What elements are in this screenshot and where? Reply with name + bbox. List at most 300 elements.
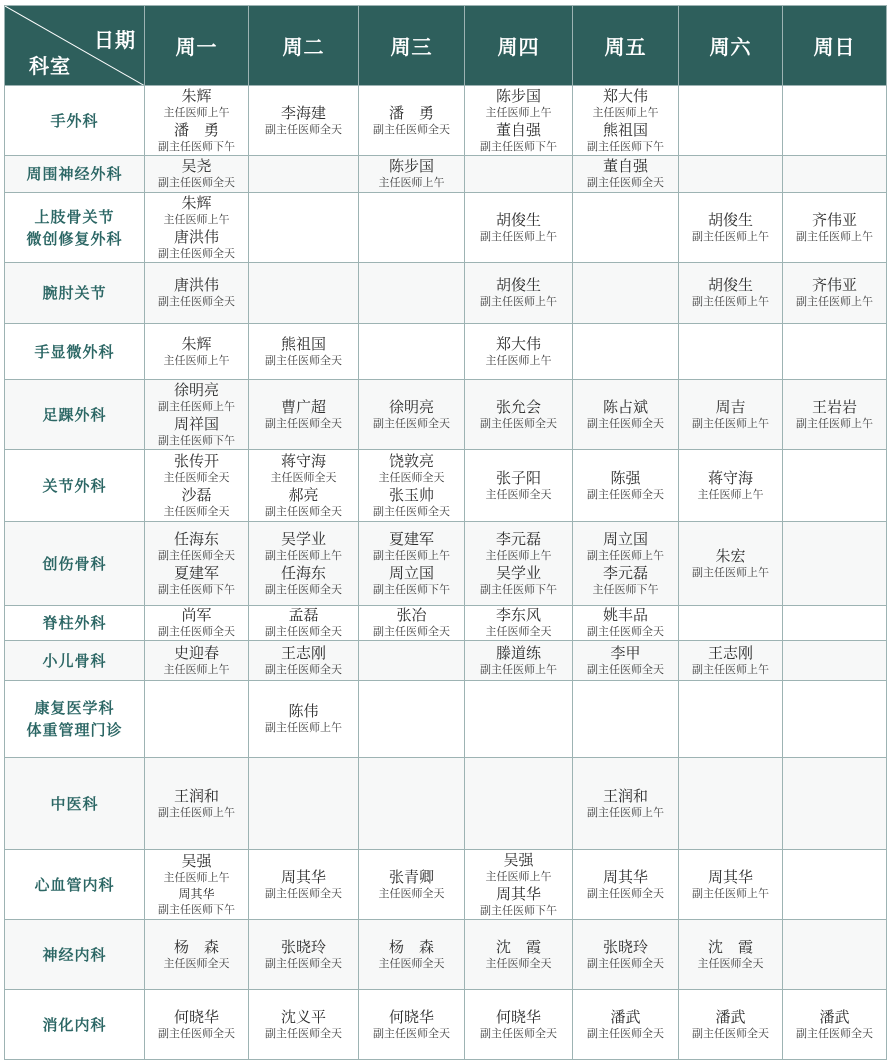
schedule-cell [145, 606, 249, 641]
doctor-entry [573, 87, 678, 121]
dept-name: 心血管内科 [34, 875, 115, 894]
doctor-title-session: 副主任医师上午 [480, 662, 557, 676]
doctor-entry [679, 938, 782, 972]
doctor-name: 郝亮 [288, 485, 319, 504]
doctor-name: 唐洪伟 [173, 227, 219, 246]
doctor-name: 任海东 [280, 563, 326, 582]
doctor-name: 张玉帅 [388, 485, 434, 504]
schedule-cell [465, 263, 573, 324]
doctor-name: 潘 勇 [388, 103, 434, 122]
schedule-cell [783, 920, 887, 990]
doctor-title-session: 副主任医师全天 [587, 1026, 664, 1040]
schedule-cell [249, 920, 359, 990]
schedule-cell [249, 156, 359, 193]
day-header-thu: 周四 [465, 6, 573, 86]
day-header-mon: 周一 [145, 6, 249, 86]
dept-name: 小儿骨科 [42, 651, 107, 670]
doctor-name: 唐洪伟 [173, 276, 219, 294]
doctor-title-session: 副主任医师全天 [158, 1026, 235, 1040]
doctor-title-session: 副主任医师全天 [158, 246, 235, 260]
doctor-entry [465, 644, 572, 678]
schedule-cell [359, 324, 465, 380]
doctor-title-session: 副主任医师全天 [265, 886, 342, 900]
table-row [5, 193, 887, 263]
doctor-name: 夏建军 [388, 529, 434, 548]
doctor-name: 郑大伟 [602, 86, 648, 105]
table-row [5, 920, 887, 990]
doctor-title-session: 主任医师全天 [163, 470, 230, 484]
doctor-title-session: 副主任医师下午 [480, 903, 557, 917]
schedule-cell [783, 758, 887, 850]
schedule-cell [359, 641, 465, 681]
doctor-name: 董自强 [495, 120, 541, 139]
doctor-entry [465, 1008, 572, 1042]
schedule-cell [359, 606, 465, 641]
doctor-entry [573, 644, 678, 678]
doctor-entry [249, 868, 358, 902]
doctor-entry [679, 469, 782, 503]
doctor-title-session: 主任医师全天 [163, 956, 230, 970]
day-header-sat: 周六 [679, 6, 783, 86]
dept-name: 康复医学科 [34, 699, 115, 717]
doctor-name: 曹广超 [280, 397, 326, 416]
schedule-cell [679, 522, 783, 606]
doctor-title-session: 副主任医师上午 [480, 295, 557, 308]
doctor-title-session: 主任医师全天 [697, 956, 764, 970]
schedule-cell [573, 850, 679, 920]
doctor-entry [359, 564, 464, 598]
dept-name: 上肢骨关节 [34, 207, 115, 226]
schedule-cell [465, 86, 573, 156]
schedule-cell [679, 606, 783, 641]
schedule-cell [783, 380, 887, 450]
schedule-cell [573, 681, 679, 758]
doctor-title-session: 副主任医师上午 [480, 229, 557, 243]
schedule-cell [359, 380, 465, 450]
table-row [5, 681, 887, 758]
schedule-cell [573, 990, 679, 1060]
dept-name: 腕肘关节 [42, 284, 107, 302]
dept-name: 微创修复外科 [26, 229, 123, 248]
doctor-name: 张子阳 [495, 468, 541, 487]
dept-name: 中医科 [50, 794, 99, 813]
doctor-entry [145, 276, 248, 310]
schedule-table [4, 5, 887, 1060]
doctor-title-session: 副主任医师上午 [587, 805, 664, 819]
schedule-cell [783, 263, 887, 324]
doctor-entry [679, 276, 782, 310]
schedule-cell [465, 920, 573, 990]
table-row [5, 641, 887, 681]
schedule-cell [359, 758, 465, 850]
doctor-name: 李甲 [610, 643, 641, 662]
doctor-entry [359, 868, 464, 902]
dept-cell [5, 263, 145, 324]
table-row [5, 850, 887, 920]
schedule-cell [249, 324, 359, 380]
doctor-name: 吴尧 [181, 157, 212, 175]
doctor-name: 朱宏 [715, 546, 746, 565]
schedule-cell [573, 263, 679, 324]
schedule-cell [249, 606, 359, 641]
doctor-entry [359, 452, 464, 486]
doctor-title-session: 副主任医师全天 [587, 487, 664, 501]
doctor-name: 胡俊生 [495, 210, 541, 229]
schedule-cell [783, 324, 887, 380]
doctor-entry [573, 469, 678, 503]
schedule-cell [573, 641, 679, 681]
doctor-name: 周吉 [715, 397, 746, 416]
doctor-entry [679, 211, 782, 245]
schedule-cell [145, 193, 249, 263]
doctor-entry [249, 486, 358, 520]
doctor-entry [783, 1008, 886, 1042]
schedule-cell [359, 850, 465, 920]
doctor-name: 朱辉 [181, 334, 212, 353]
dept-cell [5, 86, 145, 156]
schedule-cell [573, 324, 679, 380]
schedule-cell [465, 606, 573, 641]
schedule-cell [573, 156, 679, 193]
header-row [5, 6, 887, 86]
dept-cell [5, 156, 145, 193]
dept-cell [5, 324, 145, 380]
schedule-cell [249, 380, 359, 450]
doctor-entry [145, 228, 248, 262]
doctor-entry [249, 564, 358, 598]
doctor-entry [465, 469, 572, 503]
doctor-title-session: 副主任医师全天 [158, 625, 235, 638]
doctor-title-session: 副主任医师全天 [265, 416, 342, 430]
doctor-entry [145, 644, 248, 678]
schedule-cell [249, 86, 359, 156]
doctor-name: 何晓华 [388, 1007, 434, 1026]
doctor-name: 周其华 [495, 884, 541, 903]
dept-cell [5, 450, 145, 522]
doctor-entry [249, 452, 358, 486]
doctor-entry [573, 1008, 678, 1042]
doctor-entry [465, 530, 572, 564]
doctor-name: 吴强 [503, 850, 534, 869]
doctor-name: 吴学业 [495, 563, 541, 582]
schedule-cell [249, 681, 359, 758]
schedule-body [5, 86, 887, 1060]
doctor-entry [573, 564, 678, 598]
day-header-sun: 周日 [783, 6, 887, 86]
doctor-title-session: 主任医师上午 [163, 212, 230, 226]
dept-cell [5, 758, 145, 850]
schedule-cell [679, 990, 783, 1060]
doctor-title-session: 副主任医师上午 [692, 295, 769, 308]
doctor-name: 胡俊生 [495, 276, 541, 294]
dept-cell [5, 641, 145, 681]
doctor-name: 滕道练 [495, 643, 541, 662]
doctor-name: 王润和 [602, 786, 648, 805]
doctor-title-session: 副主任医师全天 [265, 956, 342, 970]
schedule-cell [145, 990, 249, 1060]
doctor-entry [145, 415, 248, 449]
doctor-entry [249, 530, 358, 564]
doctor-title-session: 副主任医师下午 [158, 139, 235, 153]
schedule-cell [573, 450, 679, 522]
dept-cell [5, 990, 145, 1060]
doctor-name: 朱辉 [181, 193, 212, 212]
doctor-title-session: 副主任医师上午 [373, 548, 450, 562]
doctor-name: 张传开 [173, 451, 219, 470]
dept-cell [5, 522, 145, 606]
doctor-entry [465, 121, 572, 155]
doctor-title-session: 主任医师上午 [163, 870, 230, 884]
doctor-name: 任海东 [173, 529, 219, 548]
doctor-name: 李东风 [495, 606, 541, 624]
doctor-entry [145, 381, 248, 415]
schedule-cell [573, 522, 679, 606]
doctor-title-session: 副主任医师下午 [480, 582, 557, 596]
doctor-entry [145, 852, 248, 886]
schedule-cell [783, 641, 887, 681]
doctor-title-session: 副主任医师全天 [587, 886, 664, 900]
schedule-cell [679, 193, 783, 263]
doctor-name: 陈步国 [388, 157, 434, 175]
table-row [5, 606, 887, 641]
doctor-name: 董自强 [602, 157, 648, 175]
schedule-cell [465, 641, 573, 681]
doctor-name: 郑大伟 [495, 334, 541, 353]
doctor-title-session: 副主任医师上午 [587, 548, 664, 562]
schedule-cell [783, 193, 887, 263]
doctor-entry [359, 938, 464, 972]
schedule-cell [465, 758, 573, 850]
table-row [5, 86, 887, 156]
schedule-cell [249, 193, 359, 263]
schedule-cell [679, 920, 783, 990]
doctor-entry [465, 564, 572, 598]
schedule-cell [249, 990, 359, 1060]
doctor-name: 王志刚 [707, 643, 753, 662]
doctor-entry [249, 1008, 358, 1042]
doctor-name: 周祥国 [173, 414, 219, 433]
doctor-name: 张允会 [495, 397, 541, 416]
doctor-entry [145, 938, 248, 972]
doctor-entry [249, 104, 358, 138]
doctor-name: 何晓华 [173, 1007, 219, 1026]
doctor-entry [465, 398, 572, 432]
dept-cell [5, 380, 145, 450]
doctor-title-session: 副主任医师全天 [692, 1026, 769, 1040]
schedule-cell [573, 758, 679, 850]
dept-cell [5, 681, 145, 758]
schedule-cell [145, 380, 249, 450]
doctor-entry [465, 938, 572, 972]
doctor-title-session: 副主任医师全天 [265, 582, 342, 596]
doctor-entry [249, 938, 358, 972]
doctor-name: 周其华 [602, 867, 648, 886]
doctor-entry [145, 87, 248, 121]
doctor-entry [573, 398, 678, 432]
dept-name: 足踝外科 [42, 405, 107, 424]
doctor-title-session: 主任医师上午 [485, 869, 552, 883]
doctor-title-session: 副主任医师全天 [587, 662, 664, 676]
doctor-title-session: 主任医师上午 [697, 487, 764, 501]
doctor-entry [783, 211, 886, 245]
schedule-cell [145, 156, 249, 193]
doctor-name: 李元磊 [602, 563, 648, 582]
schedule-cell [679, 324, 783, 380]
table-row [5, 156, 887, 193]
schedule-cell [679, 758, 783, 850]
table-row [5, 522, 887, 606]
dept-cell [5, 606, 145, 641]
doctor-title-session: 副主任医师全天 [158, 295, 235, 308]
doctor-entry [465, 87, 572, 121]
dept-name: 手显微外科 [34, 342, 115, 361]
schedule-cell [465, 850, 573, 920]
doctor-title-session: 副主任医师上午 [158, 805, 235, 819]
doctor-name: 徐明亮 [173, 380, 219, 399]
schedule-cell [145, 641, 249, 681]
doctor-title-session: 副主任医师全天 [587, 416, 664, 430]
doctor-title-session: 副主任医师全天 [373, 625, 450, 638]
doctor-entry [573, 606, 678, 640]
schedule-cell [145, 920, 249, 990]
schedule-cell [359, 450, 465, 522]
doctor-name: 尚军 [181, 606, 212, 624]
doctor-entry [679, 1008, 782, 1042]
doctor-name: 王润和 [173, 786, 219, 805]
doctor-name: 李元磊 [495, 529, 541, 548]
schedule-cell [145, 522, 249, 606]
doctor-entry [145, 157, 248, 191]
doctor-name: 何晓华 [495, 1007, 541, 1026]
schedule-cell [679, 641, 783, 681]
table-row [5, 263, 887, 324]
schedule-cell [679, 380, 783, 450]
doctor-title-session: 副主任医师全天 [373, 1026, 450, 1040]
schedule-cell [249, 450, 359, 522]
doctor-entry [359, 104, 464, 138]
doctor-entry [359, 398, 464, 432]
doctor-name: 姚丰品 [602, 606, 648, 624]
doctor-name: 沈 霞 [707, 937, 753, 956]
doctor-name: 夏建军 [173, 563, 219, 582]
schedule-cell [783, 450, 887, 522]
doctor-name: 陈伟 [288, 702, 319, 720]
doctor-entry [573, 787, 678, 821]
doctor-name: 杨 森 [173, 937, 219, 956]
schedule-cell [465, 193, 573, 263]
schedule-cell [359, 86, 465, 156]
doctor-name: 胡俊生 [707, 276, 753, 294]
doctor-title-session: 副主任医师全天 [265, 353, 342, 367]
doctor-entry [145, 194, 248, 228]
schedule-cell [359, 681, 465, 758]
doctor-title-session: 副主任医师上午 [796, 295, 873, 308]
doctor-title-session: 主任医师上午 [485, 548, 552, 562]
doctor-title-session: 主任医师全天 [378, 470, 445, 484]
doctor-entry [145, 452, 248, 486]
doctor-name: 沈义平 [280, 1007, 326, 1026]
doctor-title-session: 副主任医师全天 [373, 122, 450, 136]
doctor-title-session: 主任医师上午 [378, 176, 445, 189]
doctor-entry [249, 702, 358, 736]
doctor-entry [573, 938, 678, 972]
schedule-cell [359, 990, 465, 1060]
doctor-name: 王志刚 [280, 643, 326, 662]
schedule-cell [465, 324, 573, 380]
doctor-title-session: 主任医师上午 [485, 105, 552, 119]
doctor-entry [573, 530, 678, 564]
doctor-name: 齐伟亚 [811, 210, 857, 229]
dept-cell [5, 850, 145, 920]
schedule-cell [783, 156, 887, 193]
schedule-cell [359, 522, 465, 606]
schedule-cell [145, 324, 249, 380]
doctor-entry [249, 335, 358, 369]
schedule-cell [465, 681, 573, 758]
doctor-name: 潘武 [715, 1007, 746, 1026]
doctor-title-session: 副主任医师上午 [692, 662, 769, 676]
doctor-name: 徐明亮 [388, 397, 434, 416]
schedule-cell [783, 850, 887, 920]
doctor-title-session: 副主任医师上午 [796, 229, 873, 243]
doctor-name: 潘武 [610, 1007, 641, 1026]
doctor-entry [145, 530, 248, 564]
doctor-entry [145, 335, 248, 369]
doctor-name: 沙磊 [181, 485, 212, 504]
doctor-title-session: 副主任医师全天 [265, 122, 342, 136]
doctor-name: 张冶 [396, 606, 427, 624]
dept-name: 关节外科 [42, 476, 107, 495]
doctor-title-session: 副主任医师上午 [265, 548, 342, 562]
doctor-entry [145, 606, 248, 640]
doctor-name: 齐伟亚 [811, 276, 857, 294]
doctor-name: 陈强 [610, 468, 641, 487]
schedule-cell [465, 990, 573, 1060]
doctor-title-session: 副主任医师全天 [587, 176, 664, 189]
doctor-name: 熊祖国 [602, 120, 648, 139]
doctor-title-session: 副主任医师全天 [480, 1026, 557, 1040]
table-row [5, 450, 887, 522]
schedule-cell [359, 263, 465, 324]
doctor-title-session: 主任医师上午 [163, 353, 230, 367]
doctor-entry [679, 868, 782, 902]
schedule-cell [573, 193, 679, 263]
doctor-name: 熊祖国 [280, 334, 326, 353]
schedule-cell [573, 606, 679, 641]
dept-name: 消化内科 [42, 1015, 107, 1034]
schedule-cell [249, 263, 359, 324]
doctor-name: 史迎春 [173, 643, 219, 662]
day-header-fri: 周五 [573, 6, 679, 86]
doctor-entry [573, 157, 678, 191]
doctor-title-session: 副主任医师下午 [480, 139, 557, 153]
doctor-name: 饶敦亮 [388, 451, 434, 470]
dept-name: 创伤骨科 [42, 554, 107, 573]
schedule-cell [465, 450, 573, 522]
schedule-cell [679, 681, 783, 758]
doctor-title-session: 主任医师全天 [163, 504, 230, 518]
table-row [5, 990, 887, 1060]
schedule-cell [145, 850, 249, 920]
doctor-title-session: 副主任医师上午 [796, 416, 873, 430]
dept-cell [5, 920, 145, 990]
schedule-cell [679, 850, 783, 920]
doctor-title-session: 主任医师全天 [485, 487, 552, 501]
doctor-entry [145, 121, 248, 155]
doctor-entry [783, 398, 886, 432]
corner-dept-label: 科室 [29, 54, 71, 78]
doctor-entry [465, 335, 572, 369]
